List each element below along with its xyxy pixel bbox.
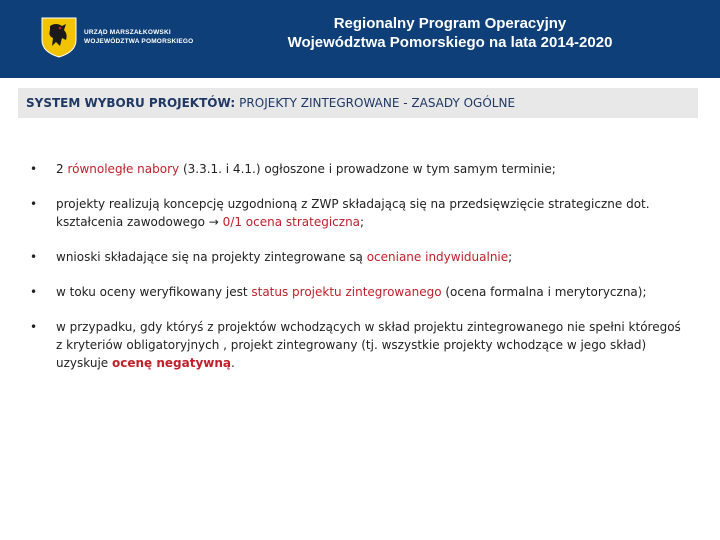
section-heading-bold: SYSTEM WYBORU PROJEKTÓW: xyxy=(26,96,236,110)
list-item xyxy=(30,318,690,372)
bullet-highlight: ocenę negatywną xyxy=(111,356,231,370)
logo xyxy=(40,16,193,58)
bullet-highlight: 0/1 ocena strategiczna xyxy=(222,215,361,229)
bullet-icon: • xyxy=(30,250,38,264)
bullet-text: wnioski składające się na projekty zintegrowane są xyxy=(56,250,367,264)
bullet-text: w toku oceny weryfikowany jest xyxy=(56,285,252,299)
bullet-text: projekty realizują koncepcję uzgodnioną z ZWP składającą się na przedsięwzięcie strategiczne dot. kształcenia zawodowego → xyxy=(56,197,650,229)
list-item xyxy=(30,195,690,231)
bullet-icon: • xyxy=(30,285,38,299)
bullet-text: 2 xyxy=(56,162,68,176)
bullet-icon: • xyxy=(30,197,38,211)
section-heading-bar xyxy=(18,88,698,118)
title-line-2: Województwa Pomorskiego na lata 2014-2020 xyxy=(287,34,613,51)
bullet-icon: • xyxy=(30,320,38,334)
bullet-list xyxy=(30,160,690,389)
bullet-text: ; xyxy=(508,250,513,264)
logo-text xyxy=(84,28,193,46)
bullet-text: ; xyxy=(360,215,365,229)
bullet-text: . xyxy=(231,356,235,370)
page-title xyxy=(230,14,670,52)
title-line-1: Regionalny Program Operacyjny xyxy=(333,15,567,32)
list-item xyxy=(30,248,690,266)
list-item xyxy=(30,283,690,301)
bullet-icon: • xyxy=(30,162,38,176)
section-heading-rest: PROJEKTY ZINTEGROWANE - ZASADY OGÓLNE xyxy=(239,96,516,110)
bullet-text: w przypadku, gdy któryś z projektów wchodzących w skład projektu zintegrowanego nie spełni któregoś z kryteriów obligatoryjnych , projekt zintegrowany (tj. wszystkie projekty wchodzące w jego skład) uzyskuje xyxy=(56,320,681,370)
logo-line-2: WOJEWÓDZTWA POMORSKIEGO xyxy=(84,38,194,45)
griffin-crest-icon xyxy=(40,16,78,58)
list-item xyxy=(30,160,690,178)
bullet-highlight: równoległe nabory xyxy=(67,162,180,176)
header-bar xyxy=(0,0,720,78)
logo-line-1: URZĄD MARSZAŁKOWSKI xyxy=(84,29,171,36)
bullet-text: (ocena formalna i merytoryczna); xyxy=(441,285,647,299)
bullet-highlight: status projektu zintegrowanego xyxy=(251,285,442,299)
bullet-text: (3.3.1. i 4.1.) ogłoszone i prowadzone w tym samym terminie; xyxy=(179,162,556,176)
bullet-highlight: oceniane indywidualnie xyxy=(366,250,509,264)
